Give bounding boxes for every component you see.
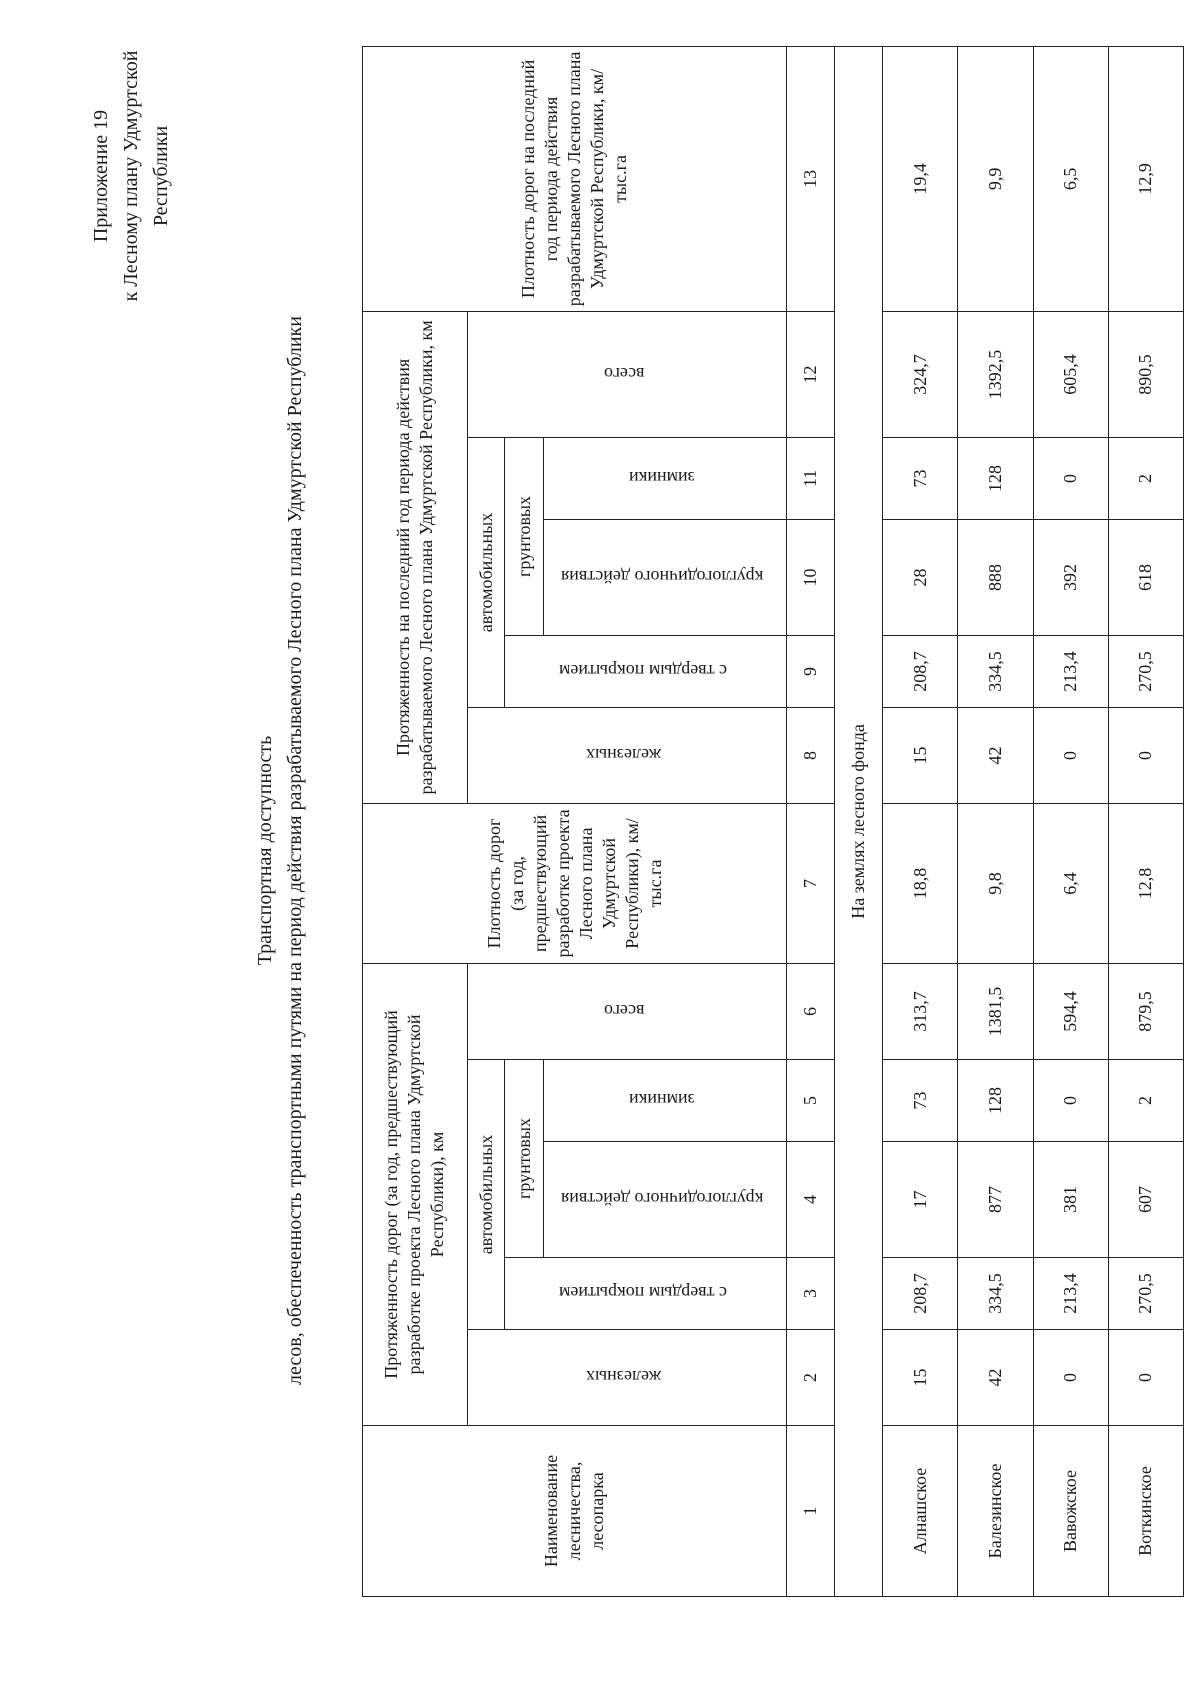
- cell: 6,4: [1033, 803, 1108, 963]
- cell: 0: [1033, 1330, 1108, 1426]
- col-num: 7: [787, 803, 835, 963]
- cell: 73: [883, 1060, 958, 1142]
- cell: 334,5: [958, 1258, 1033, 1330]
- cell: 42: [958, 1330, 1033, 1426]
- transport-table: [362, 46, 1184, 1597]
- cell: 381: [1033, 1142, 1108, 1258]
- cell: 270,5: [1108, 1258, 1183, 1330]
- cell: 270,5: [1108, 635, 1183, 707]
- cell: 213,4: [1033, 635, 1108, 707]
- cell: 128: [958, 1060, 1033, 1142]
- cell: 618: [1108, 519, 1183, 635]
- document-title: [250, 0, 310, 1701]
- col-num: 8: [787, 707, 835, 803]
- table-row: [883, 46, 958, 1596]
- col-num: 6: [787, 963, 835, 1059]
- row-name: Вавожское: [1033, 1426, 1108, 1597]
- col-num: 2: [787, 1330, 835, 1426]
- title-line-1: Транспортная доступность: [254, 735, 276, 966]
- header-group-last: Протяженность на последний год периода действия разрабатываемого Лесного плана Удмуртской Республики, км: [363, 311, 468, 803]
- cell: 208,7: [883, 635, 958, 707]
- cell: 28: [883, 519, 958, 635]
- cell: 890,5: [1108, 311, 1183, 437]
- header-total-last: всего: [467, 311, 787, 437]
- col-num: 3: [787, 1258, 835, 1330]
- row-name: Балезинское: [958, 1426, 1033, 1597]
- cell: 42: [958, 707, 1033, 803]
- header-total-prev: всего: [467, 963, 787, 1059]
- cell: 128: [958, 437, 1033, 519]
- cell: 213,4: [1033, 1258, 1108, 1330]
- cell: 0: [1033, 437, 1108, 519]
- header-dirt-prev: грунтовых: [505, 1060, 544, 1258]
- header-allyear-prev: круглогодичного действия: [544, 1142, 787, 1258]
- cell: 12,8: [1108, 803, 1183, 963]
- appendix-note: [86, 11, 176, 341]
- cell: 313,7: [883, 963, 958, 1059]
- appendix-number: Приложение 19: [90, 109, 112, 243]
- cell: 6,5: [1033, 46, 1108, 311]
- cell: 2: [1108, 1060, 1183, 1142]
- header-rail-prev: железных: [467, 1330, 787, 1426]
- header-hard-last: с твердым покрытием: [505, 635, 787, 707]
- col-num: 13: [787, 46, 835, 311]
- cell: 0: [1033, 707, 1108, 803]
- table-row: [1108, 46, 1183, 1596]
- cell: 334,5: [958, 635, 1033, 707]
- header-winter-last: зимники: [544, 437, 787, 519]
- cell: 2: [1108, 437, 1183, 519]
- cell: 73: [883, 437, 958, 519]
- cell: 15: [883, 1330, 958, 1426]
- cell: 9,9: [958, 46, 1033, 311]
- col-num: 4: [787, 1142, 835, 1258]
- col-num: 11: [787, 437, 835, 519]
- row-name: Воткинское: [1108, 1426, 1183, 1597]
- cell: 19,4: [883, 46, 958, 311]
- cell: 888: [958, 519, 1033, 635]
- header-group-prev: Протяженность дорог (за год, предшествующий разработке проекта Лесного плана Удмуртской Республики), км: [363, 963, 468, 1425]
- cell: 324,7: [883, 311, 958, 437]
- cell: 17: [883, 1142, 958, 1258]
- cell: 879,5: [1108, 963, 1183, 1059]
- header-auto-prev: автомобильных: [467, 1060, 505, 1330]
- row-name: Алнашское: [883, 1426, 958, 1597]
- cell: 392: [1033, 519, 1108, 635]
- cell: 0: [1108, 707, 1183, 803]
- header-rail-last: железных: [467, 707, 787, 803]
- header-auto-last: автомобильных: [467, 437, 505, 707]
- cell: 9,8: [958, 803, 1033, 963]
- title-line-2: лесов, обеспеченность транспортными путями на период действия разрабатываемого Лесного плана Удмуртской Республики: [284, 316, 306, 1385]
- cell: 607: [1108, 1142, 1183, 1258]
- cell: 0: [1033, 1060, 1108, 1142]
- cell: 594,4: [1033, 963, 1108, 1059]
- appendix-reference: к Лесному плану Удмуртской Республики: [120, 50, 172, 302]
- col-num: 9: [787, 635, 835, 707]
- cell: 1392,5: [958, 311, 1033, 437]
- col-num: 10: [787, 519, 835, 635]
- cell: 18,8: [883, 803, 958, 963]
- cell: 15: [883, 707, 958, 803]
- cell: 0: [1108, 1330, 1183, 1426]
- section-label: На землях лесного фонда: [835, 46, 883, 1596]
- table-row: [958, 46, 1033, 1596]
- cell: 208,7: [883, 1258, 958, 1330]
- cell: 877: [958, 1142, 1033, 1258]
- cell: 605,4: [1033, 311, 1108, 437]
- header-name: Наименование лесничества, лесопарка: [363, 1426, 787, 1597]
- column-number-row: [787, 46, 835, 1596]
- header-winter-prev: зимники: [544, 1060, 787, 1142]
- cell: 12,9: [1108, 46, 1183, 311]
- col-num: 1: [787, 1426, 835, 1597]
- header-allyear-last: круглогодичного действия: [544, 519, 787, 635]
- table-row: [1033, 46, 1108, 1596]
- header-hard-prev: с твердым покрытием: [505, 1258, 787, 1330]
- col-num: 5: [787, 1060, 835, 1142]
- header-density-prev: Плотность дорог (за год, предшествующий разработке проекта Лесного плана Удмуртской Республики), км/тыс.га: [363, 803, 787, 963]
- header-dirt-last: грунтовых: [505, 437, 544, 635]
- header-density-last: Плотность дорог на последний год периода действия разрабатываемого Лесного плана Удмуртской Республики, км/тыс.га: [363, 46, 787, 311]
- cell: 1381,5: [958, 963, 1033, 1059]
- col-num: 12: [787, 311, 835, 437]
